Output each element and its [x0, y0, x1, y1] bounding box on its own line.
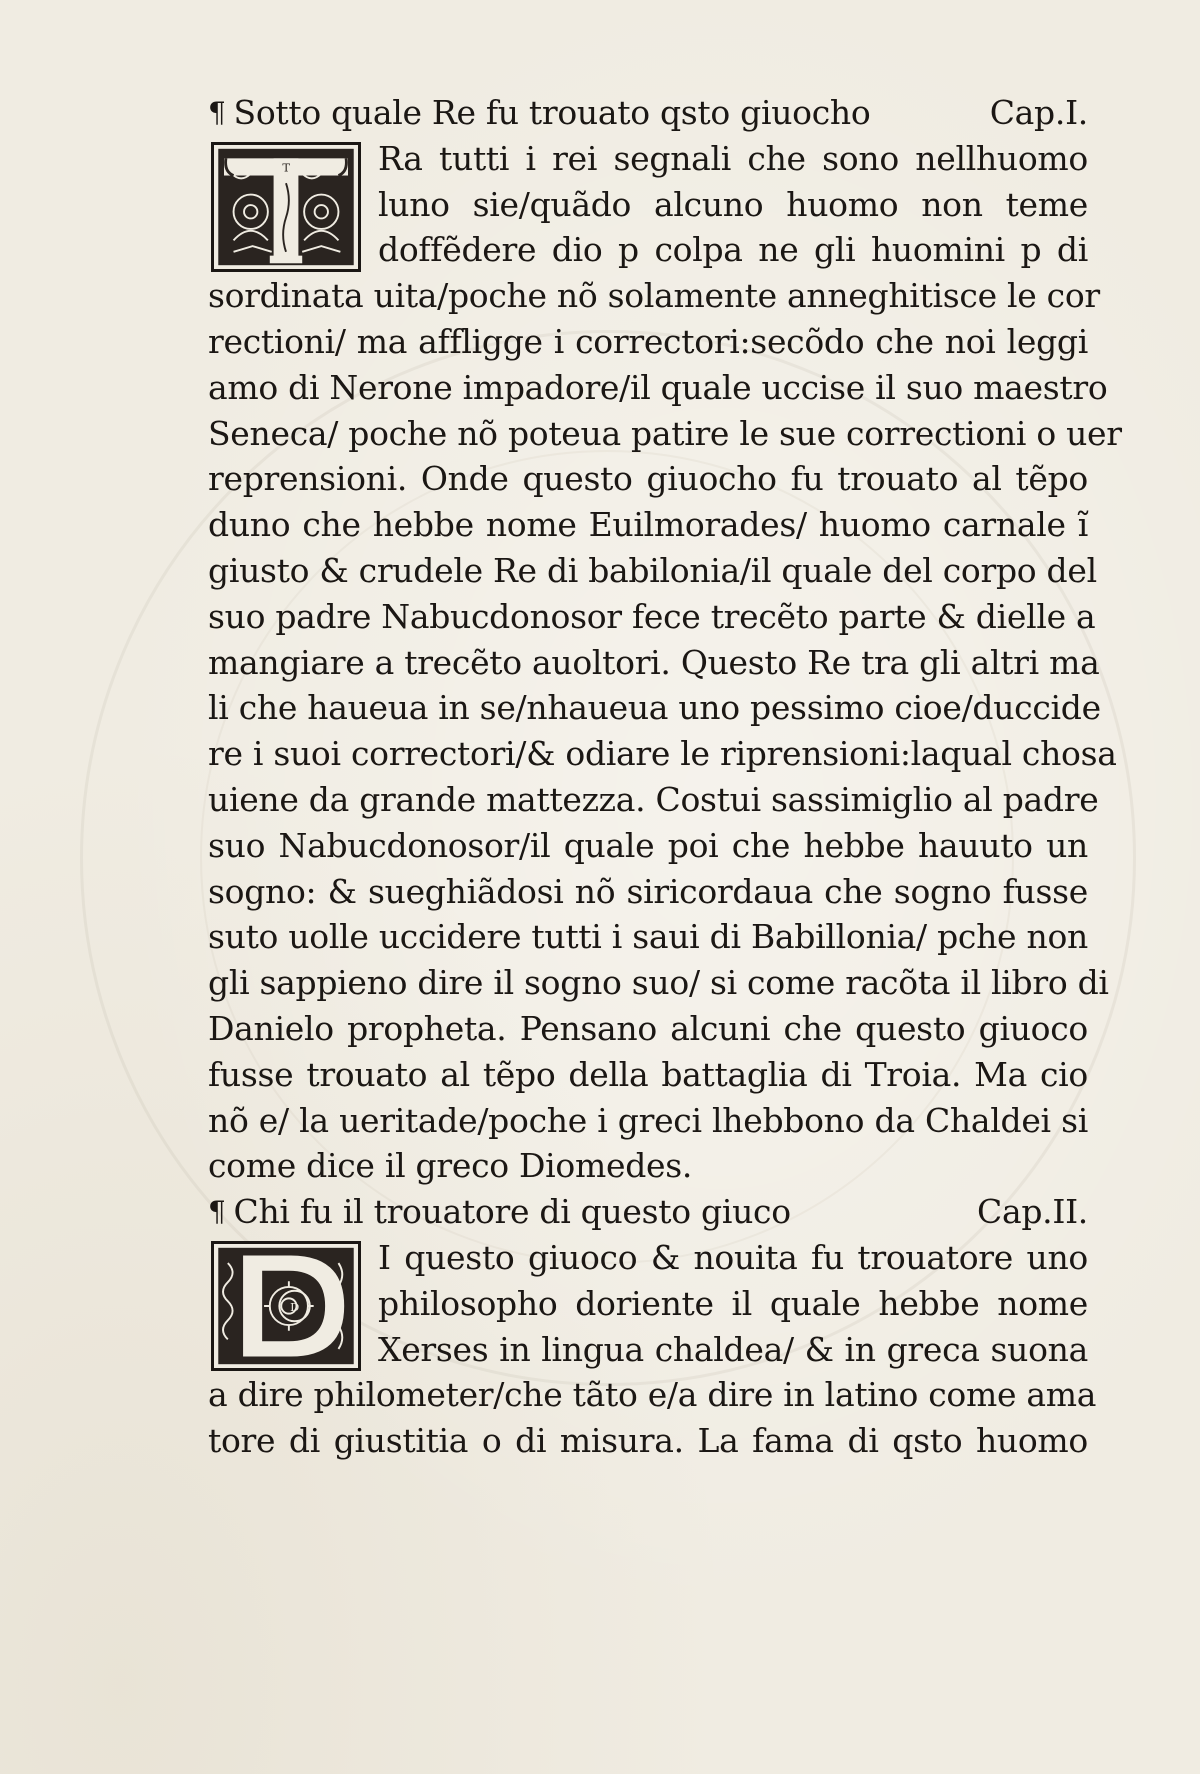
- chapter-1-line: luno sie/quãdo alcuno huomo non teme: [378, 184, 1088, 224]
- chapter-1-line: fusse trouato al tẽpo della battaglia di Troia. Ma cio: [208, 1054, 1088, 1094]
- initial-t-ornament: [214, 145, 358, 269]
- chapter-1-line: Danielo propheta. Pensano alcuni che questo giuoco: [208, 1008, 1088, 1048]
- chapter-1-line: amo di Nerone impadore/il quale uccise il suo maestro: [208, 367, 1108, 407]
- pilcrow-icon: ¶: [208, 1195, 226, 1229]
- chapter-2-line: tore di giustitia o di misura. La fama di qsto huomo: [208, 1421, 1088, 1461]
- chapter-1-cap-label: Cap.I.: [989, 93, 1088, 132]
- chapter-1-line: li che haueua in se/nhaueua uno pessimo cioe/duccide: [208, 688, 1101, 728]
- chapter-1-line: Seneca/ poche nõ poteua patire le sue correctioni o uer: [208, 413, 1122, 453]
- initial-t-woodcut: [211, 142, 361, 272]
- chapter-2-line: I questo giuoco & nouita fu trouatore uno: [378, 1237, 1088, 1277]
- chapter-2-line: a dire philometer/che tãto e/a dire in latino come ama: [208, 1375, 1097, 1415]
- chapter-1-line: mangiare a trecẽto auoltori. Questo Re tra gli altri ma: [208, 642, 1100, 682]
- chapter-1-heading: [208, 90, 1088, 136]
- chapter-2-heading: [208, 1189, 1088, 1235]
- chapter-1-line: doffẽdere dio p colpa ne gli huomini p di: [378, 230, 1088, 270]
- chapter-2-body: [208, 1235, 1097, 1464]
- chapter-1-line: giusto & crudele Re di babilonia/il quale del corpo del: [208, 550, 1097, 590]
- chapter-1-line: reprensioni. Onde questo giuocho fu trouato al tẽpo: [208, 459, 1088, 499]
- chapter-1-line: sordinata uita/poche nõ solamente anneghitisce le cor: [208, 276, 1100, 316]
- chapter-2-title: Chi fu il trouatore di questo giuco: [233, 1192, 791, 1232]
- chapter-1-line: suo padre Nabucdonosor fece trecẽto parte & dielle a: [208, 596, 1096, 636]
- chapter-1-line: Ra tutti i rei segnali che sono nellhuomo: [378, 138, 1088, 178]
- chapter-1-line: duno che hebbe nome Euilmorades/ huomo carnale ĩ: [208, 505, 1088, 545]
- initial-d-letter: D: [290, 1299, 300, 1314]
- chapter-1-line: suo Nabucdonosor/il quale poi che hebbe hauuto un: [208, 825, 1088, 865]
- chapter-1-line: nõ e/ la ueritade/poche i greci lhebbono da Chaldei si: [208, 1100, 1088, 1140]
- chapter-1-line: rectioni/ ma affligge i correctori:secõdo che noi leggi: [208, 321, 1088, 361]
- initial-t-letter: T: [282, 160, 290, 175]
- initial-d-ornament: [214, 1244, 358, 1368]
- chapter-2-line: philosopho doriente il quale hebbe nome: [378, 1283, 1088, 1323]
- chapter-2-cap-label: Cap.II.: [977, 1192, 1088, 1232]
- pilcrow-icon: ¶: [208, 96, 226, 129]
- chapter-1-title: Sotto quale Re fu trouato qsto giuocho: [233, 93, 871, 132]
- chapter-2-line: Xerses in lingua chaldea/ & in greca suona: [378, 1329, 1088, 1369]
- initial-d-woodcut: [211, 1241, 361, 1371]
- chapter-1-line: uiene da grande mattezza. Costui sassimiglio al padre: [208, 779, 1099, 819]
- chapter-1-body: [208, 136, 1122, 1189]
- chapter-1-line: come dice il greco Diomedes.: [208, 1146, 693, 1186]
- chapter-1-line: gli sappieno dire il sogno suo/ si come racõta il libro di: [208, 963, 1109, 1003]
- chapter-1-line: re i suoi correctori/& odiare le riprensioni:laqual chosa: [208, 734, 1117, 774]
- text-block: [208, 90, 1122, 1464]
- chapter-1-line: sogno: & sueghiãdosi nõ siricordaua che sogno fusse: [208, 871, 1088, 911]
- chapter-1-line: suto uolle uccidere tutti i saui di Babillonia/ pche non: [208, 917, 1088, 957]
